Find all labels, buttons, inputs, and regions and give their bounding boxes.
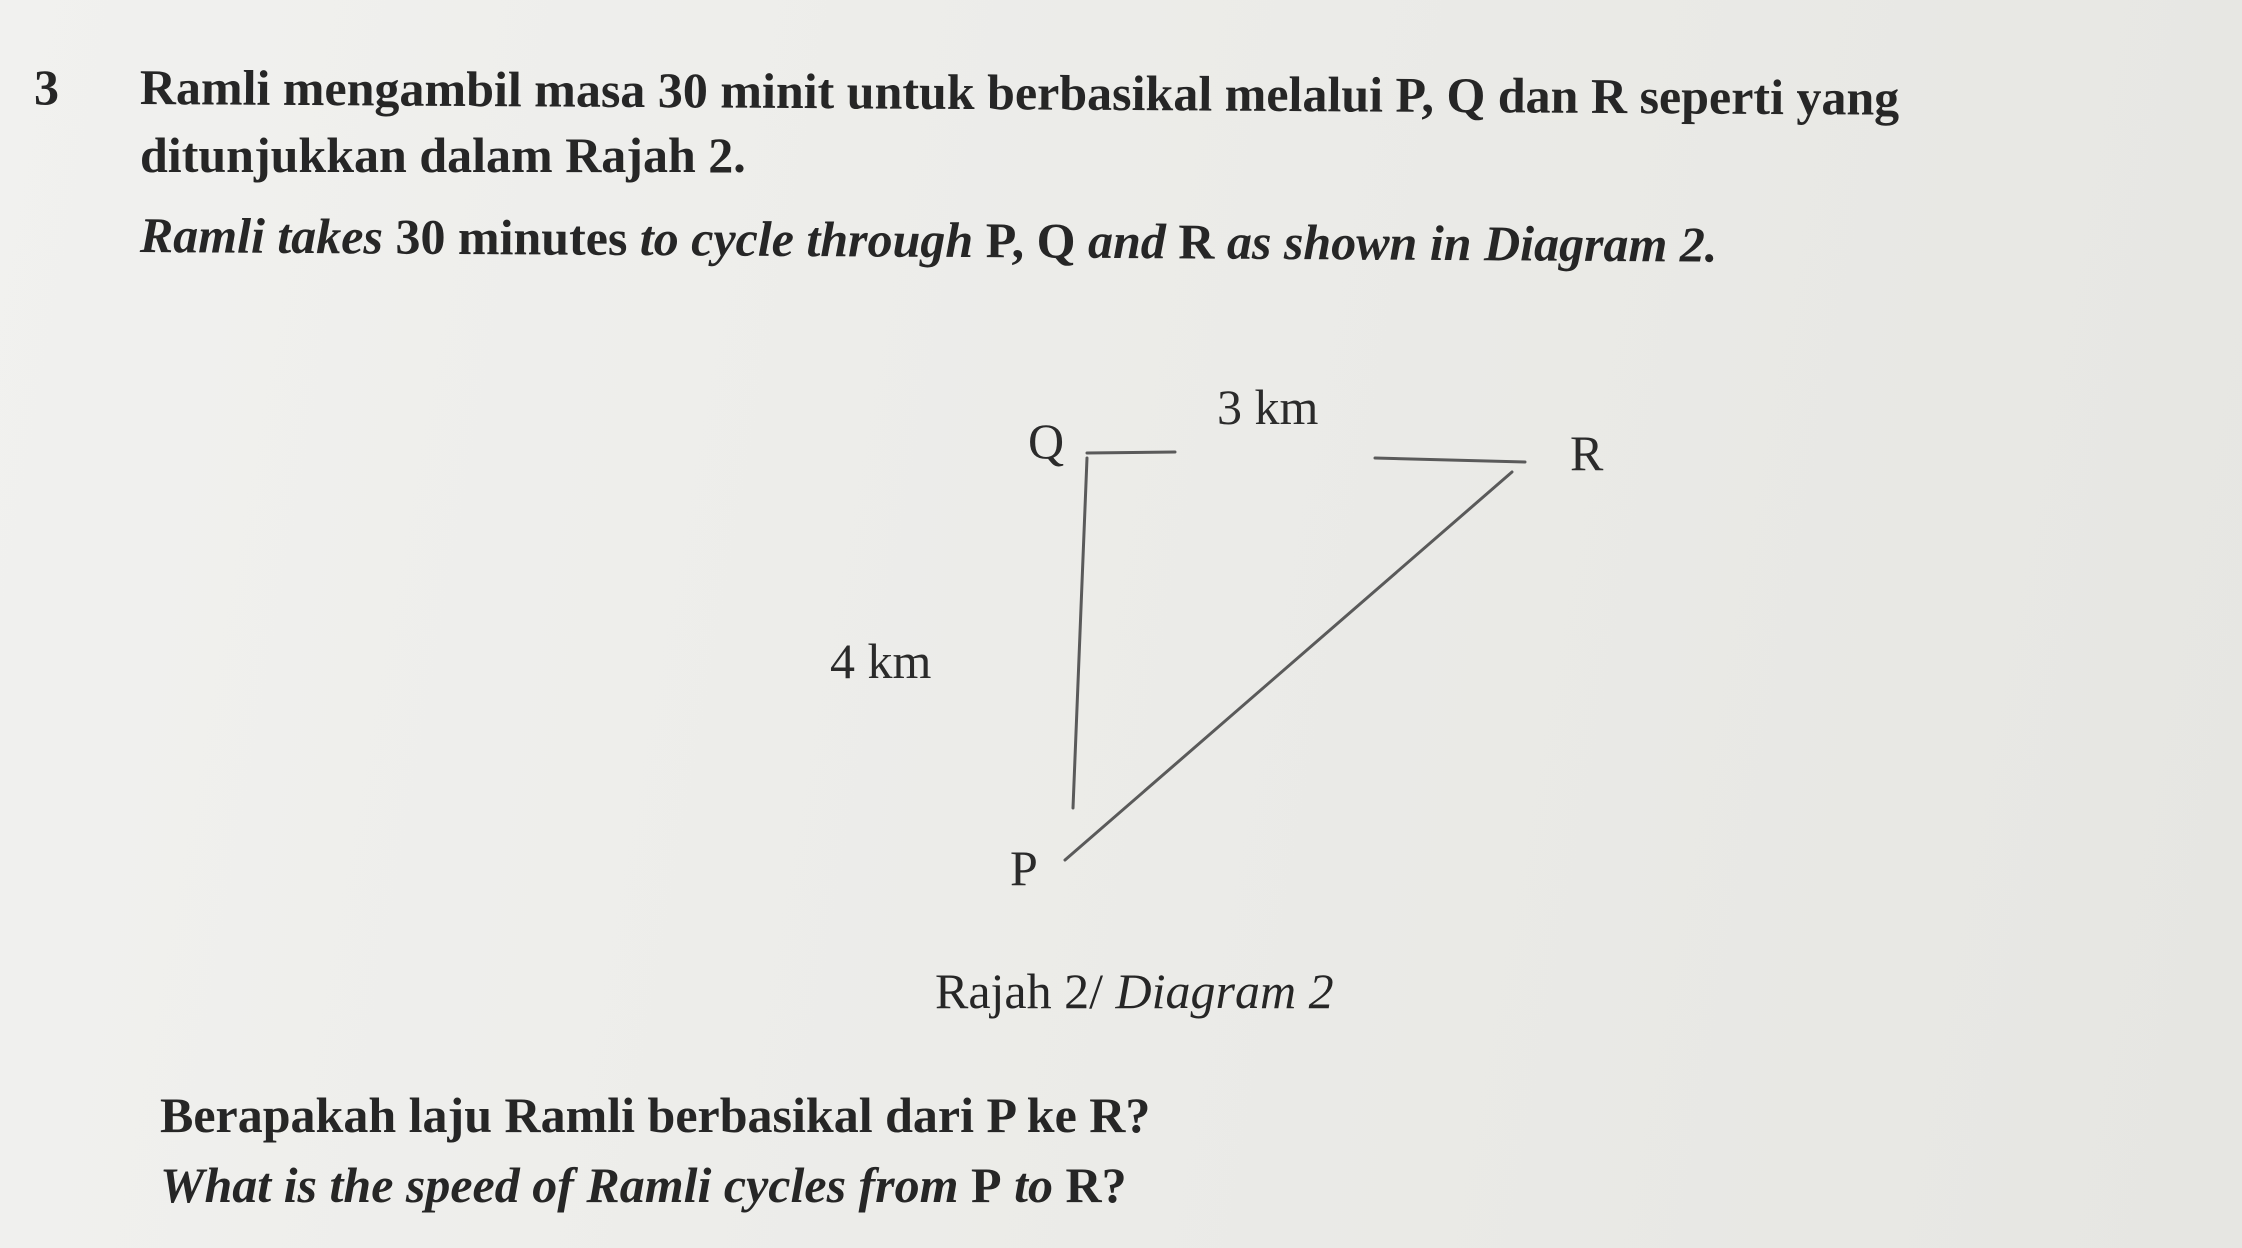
question-english-part-2: 30 minutes bbox=[395, 208, 628, 266]
question-malay-line-1: Ramli mengambil masa 30 minit untuk berbasikal melalui P, Q dan R seperti yang bbox=[139, 59, 1900, 126]
distance-label-pq: 4 km bbox=[830, 633, 932, 689]
question-english-part-4: P, Q bbox=[985, 212, 1076, 269]
prompt-english-part-4: R? bbox=[1065, 1157, 1127, 1213]
prompt-malay: Berapakah laju Ramli berbasikal dari P ke R? bbox=[160, 1087, 1151, 1143]
question-number: 3 bbox=[34, 59, 59, 115]
prompt-english bbox=[160, 1157, 1127, 1213]
side-qr bbox=[1087, 452, 1175, 453]
prompt-english-part-2: P bbox=[971, 1157, 1002, 1213]
vertex-label-p: P bbox=[1010, 840, 1038, 896]
question-malay-line-2: ditunjukkan dalam Rajah 2. bbox=[140, 127, 746, 183]
side-qr-right bbox=[1375, 458, 1525, 462]
question-english-part-3: to cycle through bbox=[627, 209, 986, 269]
question-english-part-7: as shown in Diagram 2. bbox=[1214, 213, 1718, 273]
side-pr bbox=[1065, 472, 1512, 860]
vertex-label-q: Q bbox=[1028, 413, 1065, 469]
question-english-part-1: Ramli takes bbox=[139, 207, 396, 265]
vertex-label-r: R bbox=[1570, 425, 1604, 481]
prompt-english-part-3: to bbox=[1001, 1157, 1066, 1213]
diagram-caption-english: Diagram 2 bbox=[1115, 963, 1334, 1019]
question-english-part-6: R bbox=[1178, 213, 1215, 270]
prompt-english-part-1: What is the speed of Ramli cycles from bbox=[160, 1157, 972, 1213]
question-english-part-5: and bbox=[1075, 212, 1179, 270]
side-pq bbox=[1073, 458, 1087, 808]
distance-label-qr: 3 km bbox=[1217, 379, 1319, 435]
diagram-caption bbox=[935, 962, 1334, 1020]
diagram-caption-malay: Rajah 2/ bbox=[935, 963, 1116, 1019]
